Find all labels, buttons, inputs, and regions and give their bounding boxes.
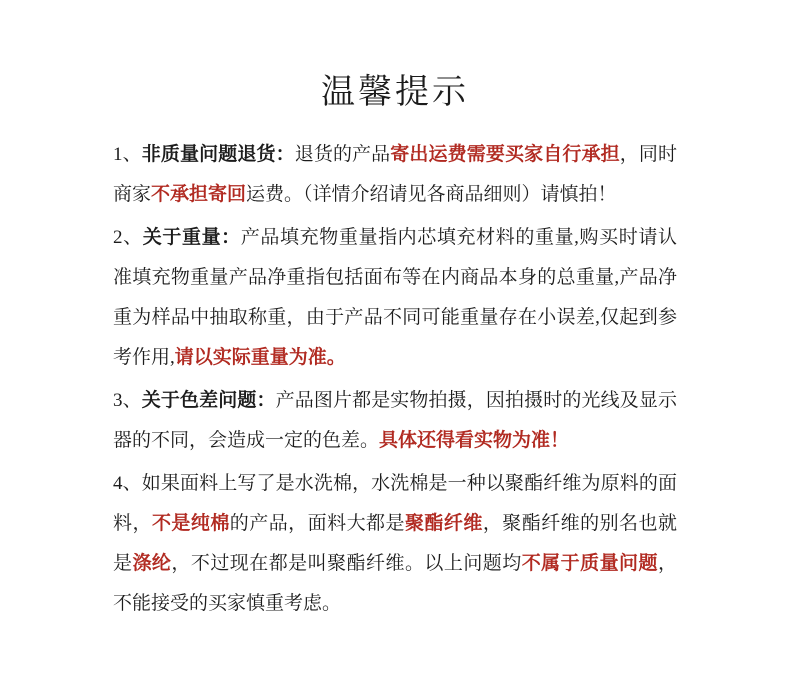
text-segment: 关于重量： xyxy=(142,227,241,248)
notice-paragraph xyxy=(113,381,677,461)
text-segment: 1、 xyxy=(113,144,142,165)
text-segment: 聚酯纤维 xyxy=(404,513,483,534)
text-segment: 退货的产品 xyxy=(294,144,391,165)
notice-paragraph xyxy=(113,135,677,215)
text-segment: 产品填充物重量指内芯填充材料的重量,购买时请认准填充物重量产品净重指包括面布等在内商品本身的总重量,产品净重为样品中抽取称重，由于产品不同可能重量存在小误差,仅起到参考作用, xyxy=(113,227,677,368)
text-segment: 非质量问题退货： xyxy=(141,144,295,165)
text-segment: 运费。（详情介绍请见各商品细则）请慎拍！ xyxy=(246,184,617,205)
notice-paragraph xyxy=(113,464,677,624)
text-segment: 3、 xyxy=(113,390,142,411)
text-segment: ，聚酯纤维的别名也就是 xyxy=(113,513,677,574)
text-segment: 4、 xyxy=(113,473,142,494)
page-title: 温馨提示 xyxy=(321,74,469,111)
text-segment: 不属于质量问题 xyxy=(521,553,658,574)
text-segment: 不是纯棉 xyxy=(151,513,230,534)
text-segment: 涤纶 xyxy=(132,553,172,574)
text-segment: 的产品，面料大都是 xyxy=(229,513,405,534)
text-segment: 具体还得看实物为准！ xyxy=(379,430,570,451)
text-segment: 关于色差问题： xyxy=(141,390,276,411)
text-segment: 产品图片都是实物拍摄，因拍摄时的光线及显示器的不同，会造成一定的色差。 xyxy=(113,390,677,451)
text-segment: 请以实际重量为准。 xyxy=(174,347,346,368)
text-segment: 寄出运费需要买家自行承担 xyxy=(390,144,620,165)
text-segment: ，不能接受的买家慎重考虑。 xyxy=(113,553,677,614)
text-segment: 不承担寄回 xyxy=(151,184,247,205)
notice-paragraph xyxy=(113,218,677,378)
notice-body xyxy=(113,135,677,624)
text-segment: 如果面料上写了是水洗棉，水洗棉是一种以聚酯纤维为原料的面料， xyxy=(113,473,677,534)
text-segment: ，不过现在都是叫聚酯纤维。以上问题均 xyxy=(171,553,522,574)
text-segment: ，同时商家 xyxy=(113,144,677,205)
text-segment: 2、 xyxy=(113,227,143,248)
